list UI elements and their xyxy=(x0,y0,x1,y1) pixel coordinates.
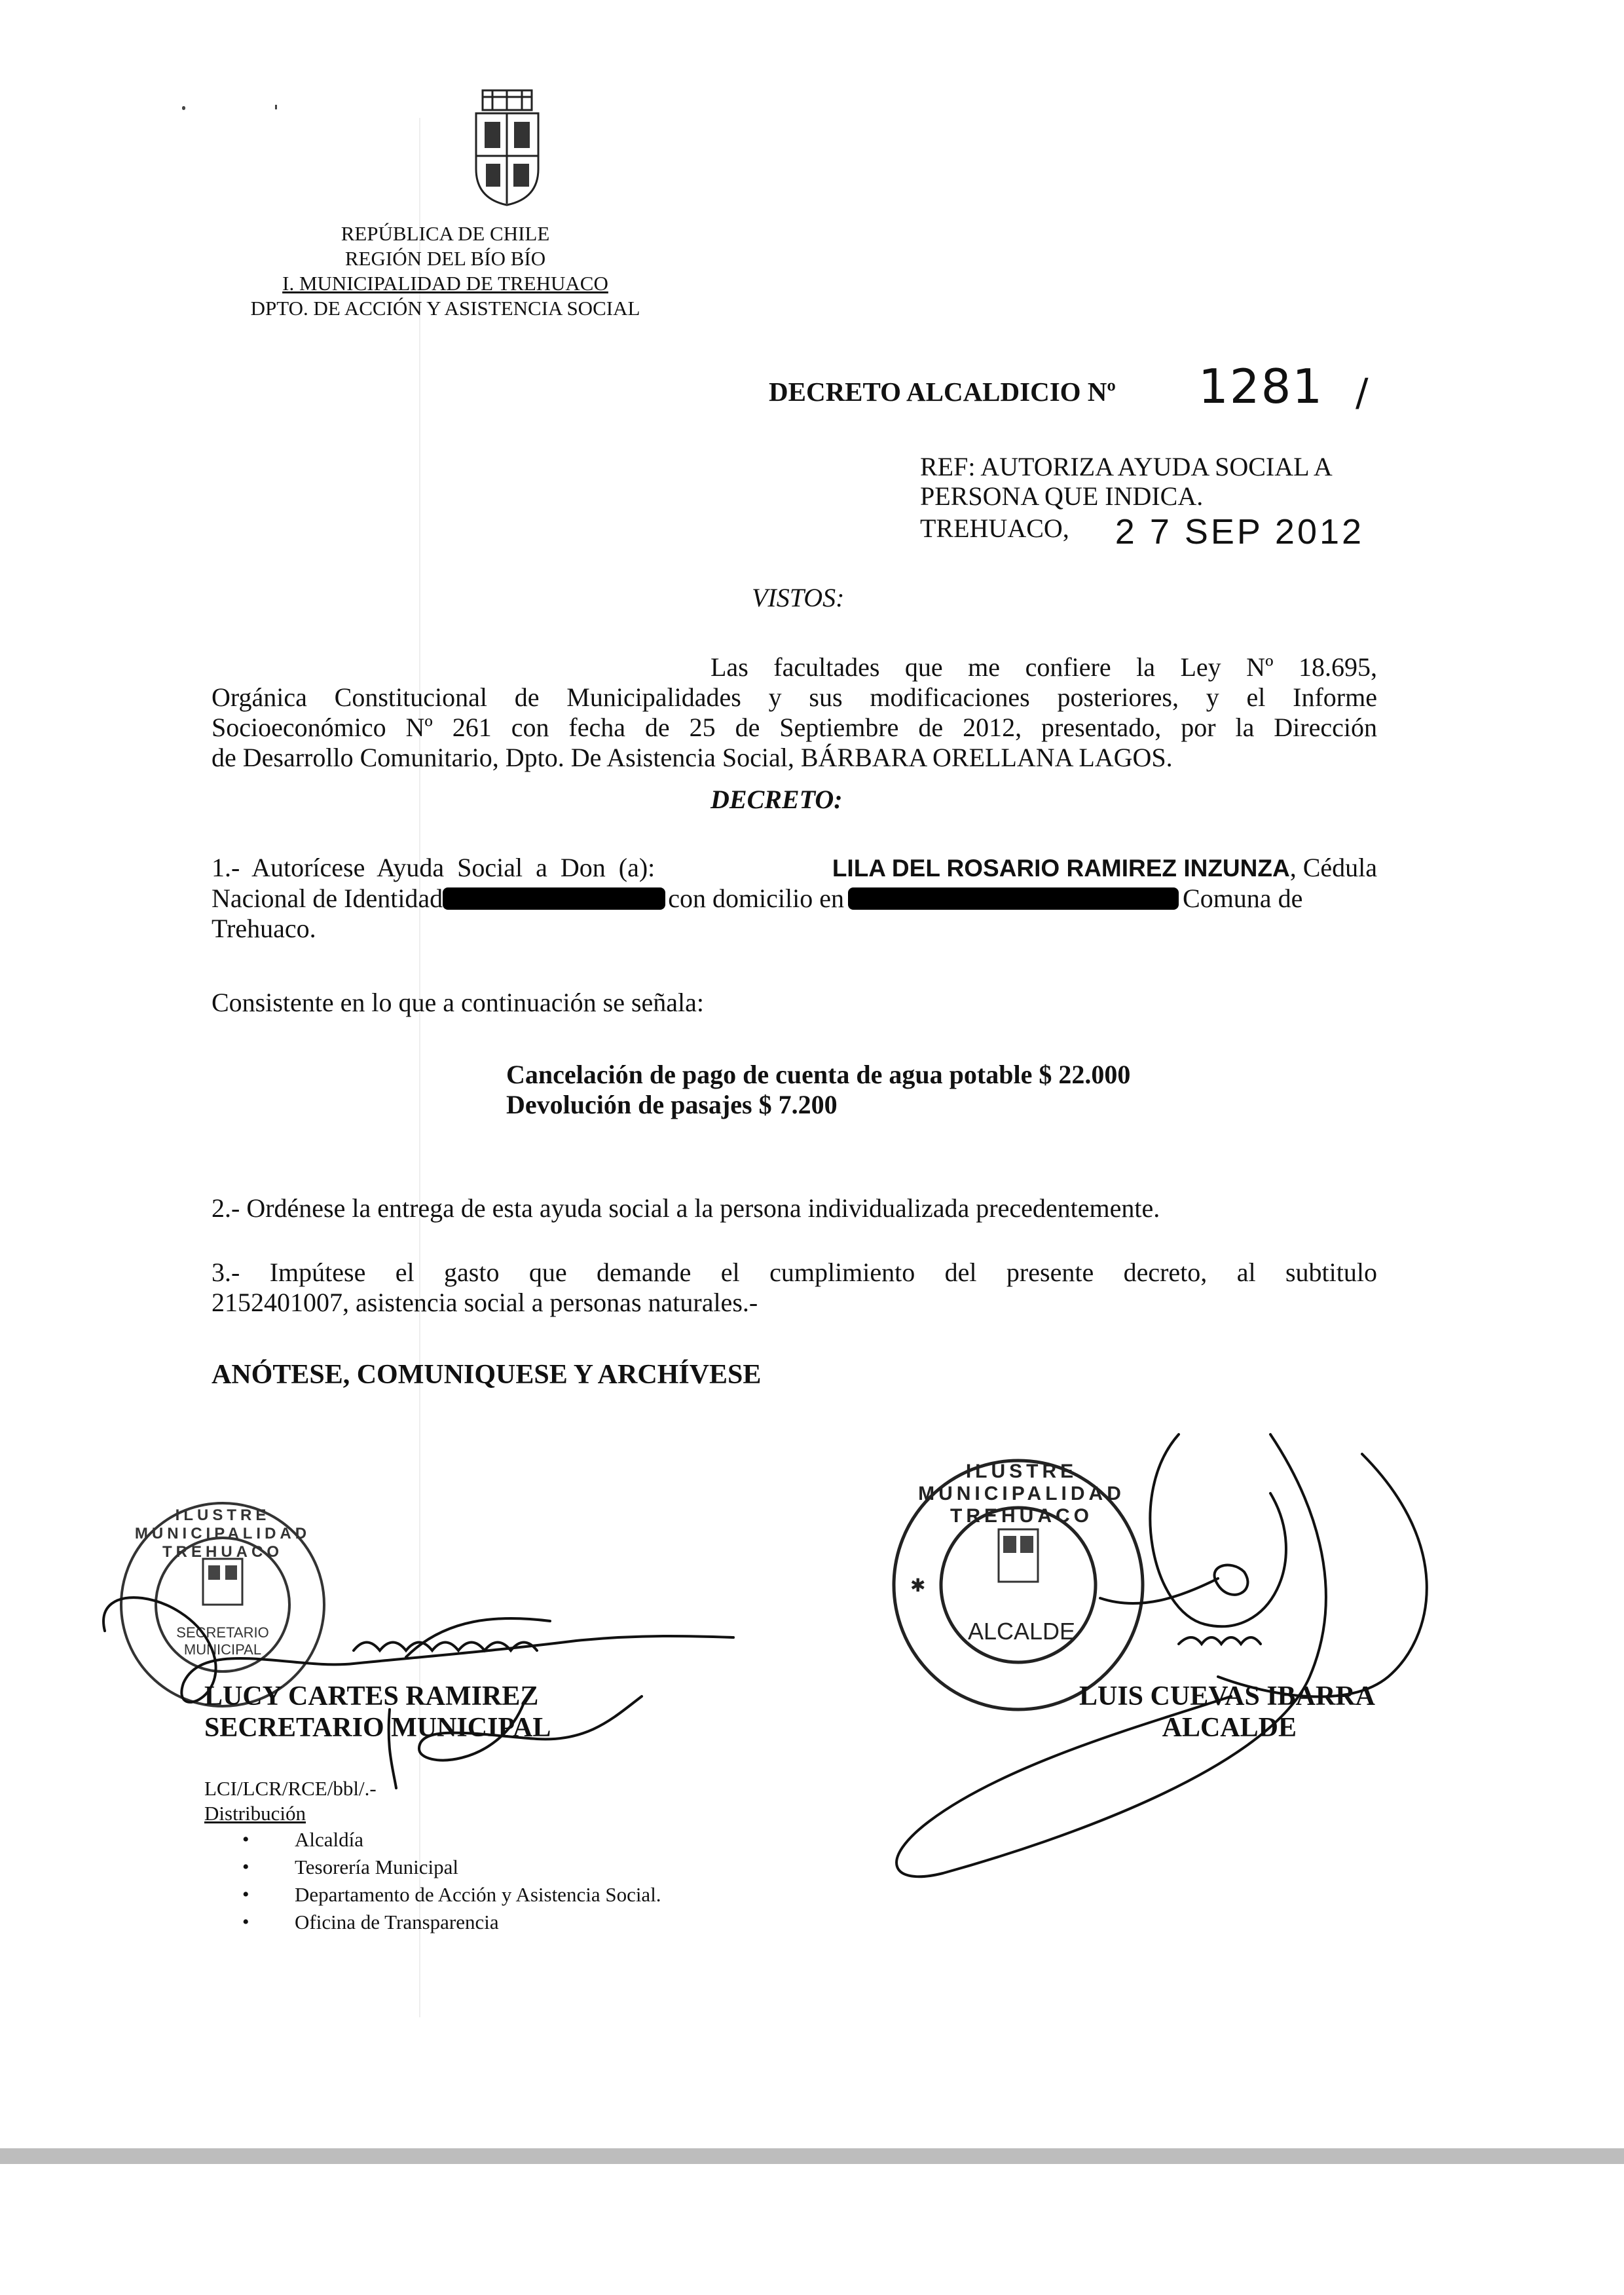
ref-line-2: PERSONA QUE INDICA. xyxy=(920,481,1204,511)
secretary-seal-label: SECRETARIO MUNICIPAL xyxy=(176,1624,269,1658)
distribution-list xyxy=(229,1826,661,1936)
item-1-line-2 xyxy=(212,884,1377,914)
decree-slash: / xyxy=(1356,370,1370,415)
list-item: • Alcaldía xyxy=(229,1826,661,1854)
vistos-heading: VISTOS: xyxy=(752,583,845,612)
item-3-line-1: 3.- Impútese el gasto que demande el cumplimiento del presente decreto, al subtitulo xyxy=(212,1258,1377,1287)
beneficiary-name: LILA DEL ROSARIO RAMIREZ INZUNZA xyxy=(832,855,1290,882)
scan-dot xyxy=(275,105,277,109)
decreto-heading: DECRETO: xyxy=(710,785,843,814)
decree-number: 1281 xyxy=(1198,359,1324,414)
decree-title: DECRETO ALCALDICIO Nº xyxy=(769,377,1116,407)
address-label: con domicilio en xyxy=(668,884,845,913)
item-1-beneficiary-wrap xyxy=(832,853,1377,884)
comuna-label: Comuna de xyxy=(1183,884,1303,913)
secretary-seal-ring-text: ILUSTRE MUNICIPALIDAD TREHUACO xyxy=(134,1506,311,1561)
mayor-seal-ring-text: ILUSTRE MUNICIPALIDAD TREHUACO xyxy=(918,1461,1125,1527)
mayor-title: ALCALDE xyxy=(1162,1713,1297,1743)
date-stamp: 2 7 SEP 2012 xyxy=(1115,512,1365,551)
item-2: 2.- Ordénese la entrega de esta ayuda social a la persona individualizada precedentemente. xyxy=(212,1193,1160,1223)
department-line: DPTO. DE ACCIÓN Y ASISTENCIA SOCIAL xyxy=(250,297,640,320)
item-1 xyxy=(212,853,1377,944)
id-label: Nacional de Identidad xyxy=(212,884,443,913)
item-1-suffix: , Cédula xyxy=(1289,853,1377,882)
reference-block xyxy=(920,452,1444,551)
municipality-line: I. MUNICIPALIDAD DE TREHUACO xyxy=(282,272,608,295)
svg-text:✱: ✱ xyxy=(910,1575,926,1596)
vistos-line-3: Socioeconómico Nº 261 con fecha de 25 de Septiembre de 2012, presentado, por la Dirección xyxy=(212,713,1377,742)
vistos-paragraph xyxy=(212,652,1377,773)
aid-items xyxy=(506,1060,1130,1120)
list-item: • Departamento de Acción y Asistencia Social. xyxy=(229,1881,661,1909)
secretary-title: SECRETARIO MUNICIPAL xyxy=(204,1713,551,1743)
redacted-id xyxy=(443,887,665,910)
distribution-heading: Distribución xyxy=(204,1802,306,1825)
vistos-line-1: Las facultades que me confiere la Ley Nº 18.695, xyxy=(710,652,1377,682)
list-item: • Tesorería Municipal xyxy=(229,1854,661,1881)
secretary-block xyxy=(204,1681,551,1744)
secretary-signature-icon xyxy=(79,1552,799,1801)
distribution-block xyxy=(204,1776,661,1936)
secretary-name: LUCY CARTES RAMIREZ xyxy=(204,1681,539,1711)
item-3 xyxy=(212,1258,1377,1318)
region-line: REGIÓN DEL BÍO BÍO xyxy=(344,247,546,270)
header-block xyxy=(196,221,694,321)
ref-place-line xyxy=(920,511,1444,551)
closing-line: ANÓTESE, COMUNIQUESE Y ARCHÍVESE xyxy=(212,1360,762,1390)
vistos-line-2: Orgánica Constitucional de Municipalidades y sus modificaciones posteriores, y el Informe xyxy=(212,682,1377,712)
initials: LCI/LCR/RCE/bbl/.- xyxy=(204,1777,377,1800)
ref-line-1: REF: AUTORIZA AYUDA SOCIAL A xyxy=(920,452,1333,481)
scan-dot xyxy=(182,106,185,110)
mayor-seal-label: ALCALDE xyxy=(967,1618,1076,1645)
item-3-line-2: 2152401007, asistencia social a personas naturales.- xyxy=(212,1288,758,1317)
coat-of-arms-icon xyxy=(466,84,548,208)
consistente-line: Consistente en lo que a continuación se señala: xyxy=(212,988,705,1017)
item-1-prefix: 1.- Autorícese Ayuda Social a Don (a): xyxy=(212,853,655,882)
mayor-name: LUIS CUEVAS IBARRA xyxy=(1079,1681,1375,1711)
ref-place: TREHUACO, xyxy=(920,513,1069,543)
list-item: • Oficina de Transparencia xyxy=(229,1909,661,1936)
aid-item: Devolución de pasajes $ 7.200 xyxy=(506,1090,838,1119)
redacted-address xyxy=(848,887,1179,910)
item-1-line-1 xyxy=(212,853,1377,884)
aid-item: Cancelación de pago de cuenta de agua potable $ 22.000 xyxy=(506,1060,1131,1089)
scan-edge xyxy=(0,2148,1624,2164)
mayor-signature-icon xyxy=(812,1415,1467,1939)
republic-line: REPÚBLICA DE CHILE xyxy=(341,222,550,245)
vistos-line-4: de Desarrollo Comunitario, Dpto. De Asistencia Social, BÁRBARA ORELLANA LAGOS. xyxy=(212,743,1173,772)
mayor-block xyxy=(1035,1681,1375,1744)
item-1-line-3: Trehuaco. xyxy=(212,914,316,943)
